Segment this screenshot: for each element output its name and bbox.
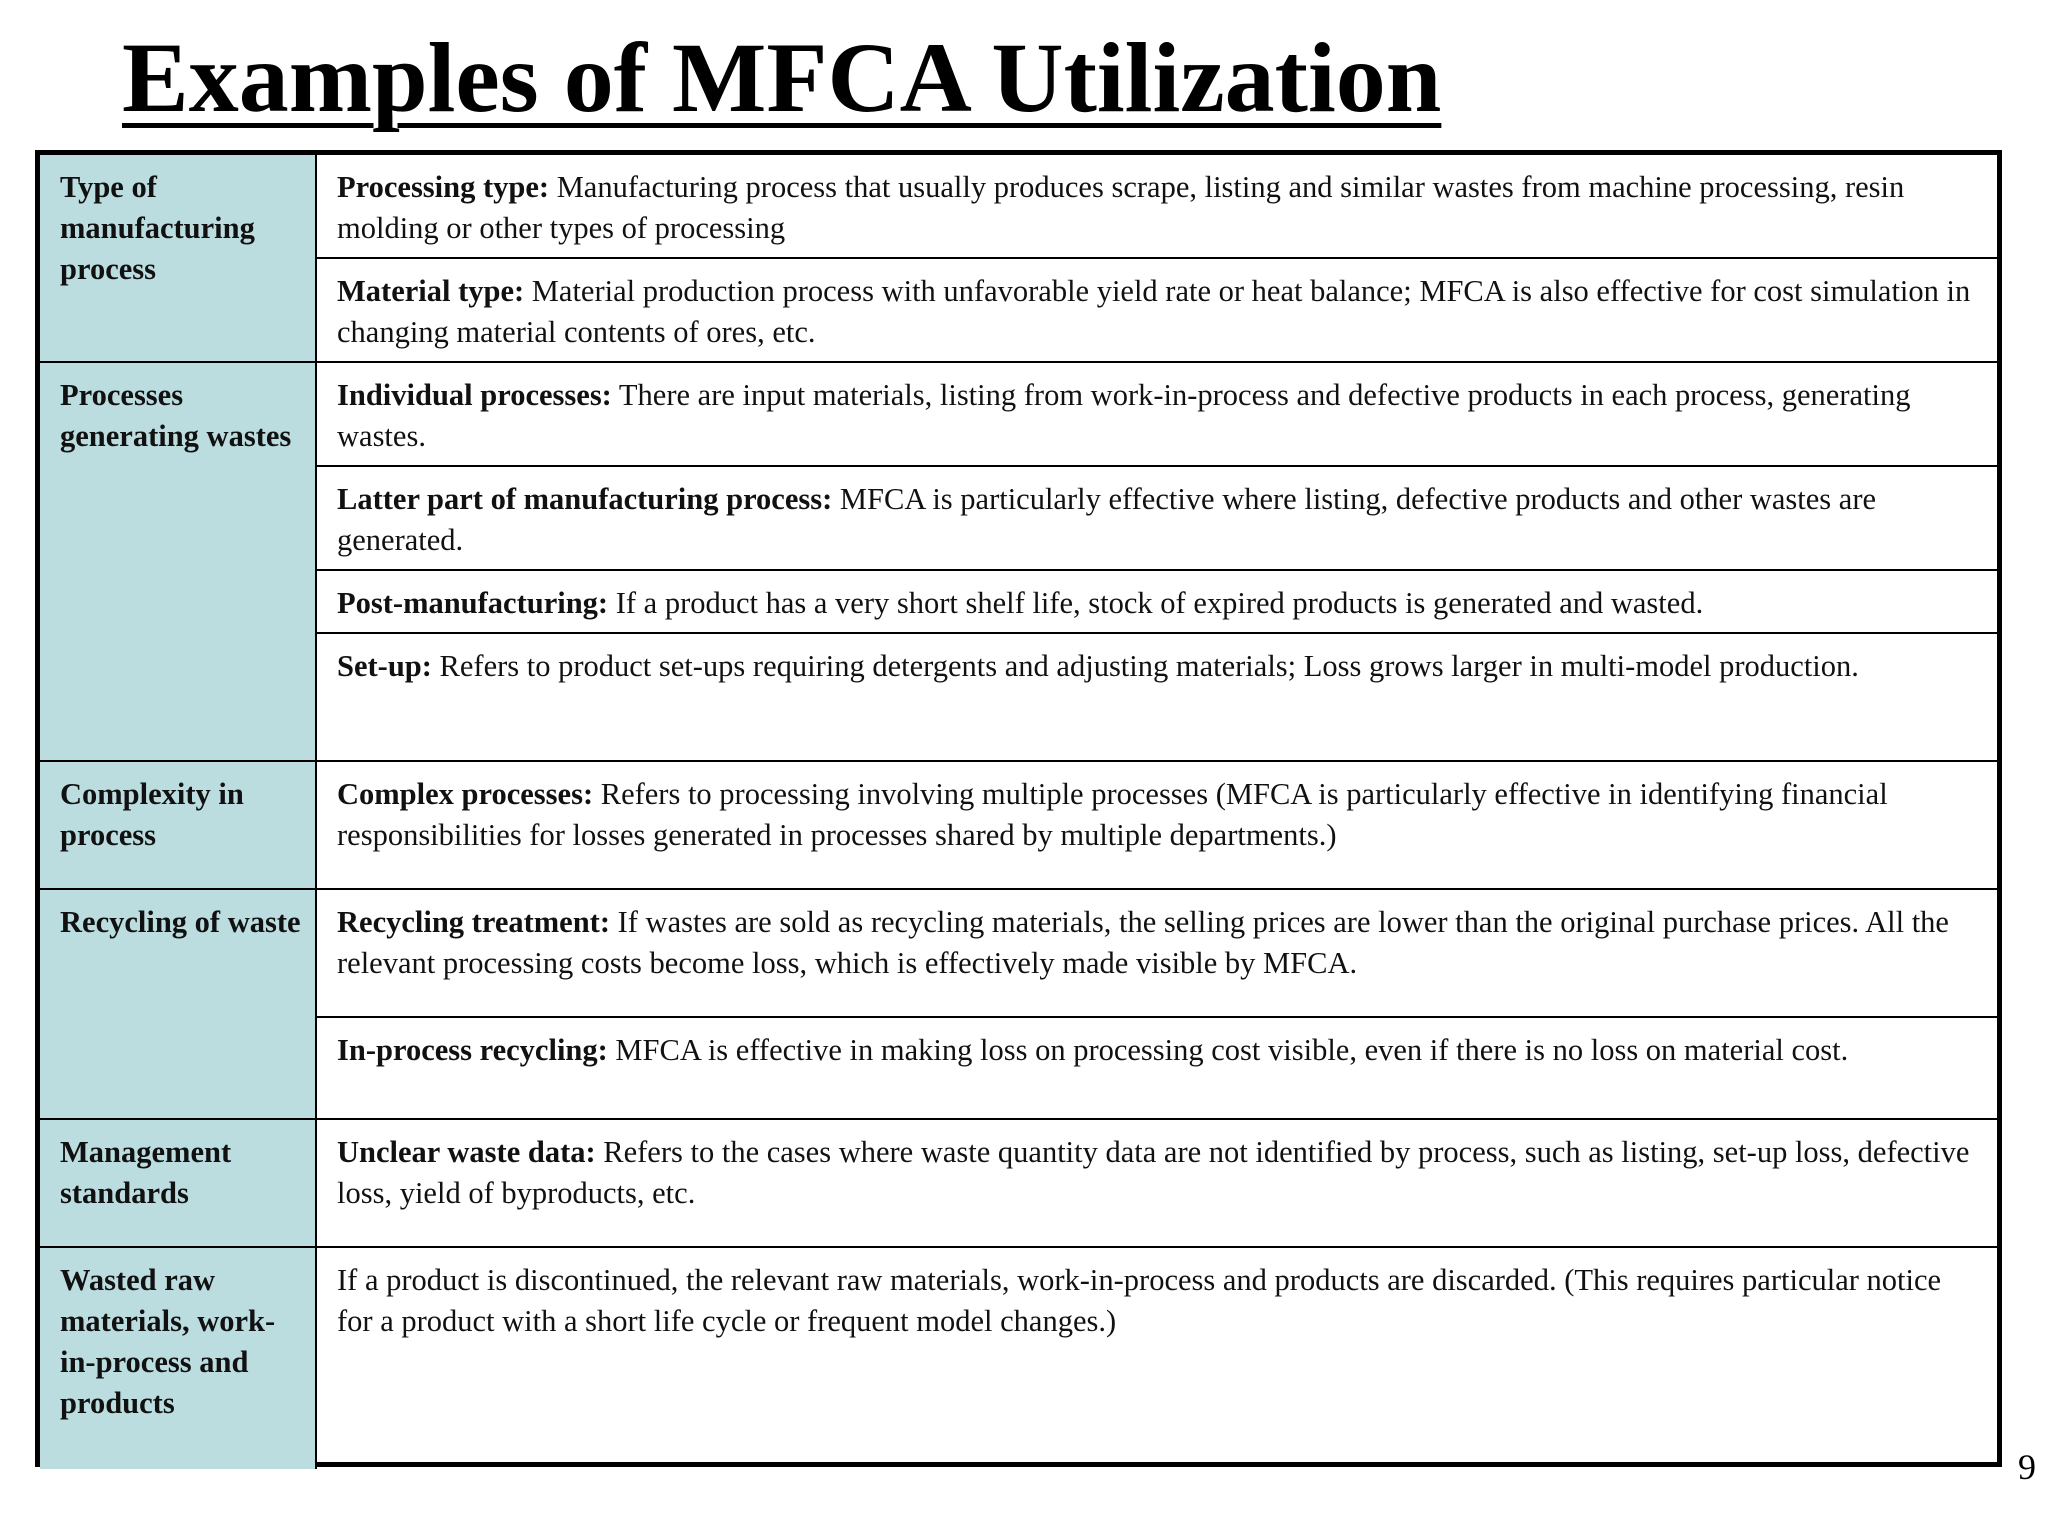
description-cell — [316, 258, 1997, 362]
page-number: 9 — [2018, 1447, 2036, 1487]
description-text: Refers to processing involving multiple processes (MFCA is particularly effective in identifying financial responsibilities for losses generated in processes shared by multiple departments.) — [337, 777, 1888, 852]
table-row — [40, 570, 1997, 633]
description-text: If a product is discontinued, the relevant raw materials, work-in-process and products are discarded. (This requires particular notice for a product with a short life cycle or frequent model changes.) — [337, 1263, 1942, 1338]
description-text: If a product has a very short shelf life, stock of expired products is generated and wasted. — [608, 586, 1704, 620]
description-lead: Material type: — [337, 274, 525, 308]
description-lead: Unclear waste data: — [337, 1135, 596, 1169]
description-cell — [316, 155, 1997, 258]
category-cell: Complexity in process — [40, 761, 316, 889]
table-row — [40, 1247, 1997, 1469]
table-row — [40, 466, 1997, 570]
category-cell: Wasted raw materials, work-in-process and products — [40, 1247, 316, 1469]
category-cell: Recycling of waste — [40, 889, 316, 1119]
description-cell — [316, 761, 1997, 889]
category-cell: Management standards — [40, 1119, 316, 1247]
description-text: Material production process with unfavorable yield rate or heat balance; MFCA is also effective for cost simulation in changing material contents of ores, etc. — [337, 274, 1971, 349]
description-lead: Recycling treatment: — [337, 905, 610, 939]
description-cell — [316, 362, 1997, 466]
table-row — [40, 633, 1997, 761]
description-cell — [316, 466, 1997, 570]
description-lead: Post-manufacturing: — [337, 586, 609, 620]
table-row — [40, 258, 1997, 362]
category-cell: Processes generating wastes — [40, 362, 316, 761]
category-cell: Type of manufacturing process — [40, 155, 316, 362]
description-cell — [316, 1119, 1997, 1247]
table-row — [40, 1017, 1997, 1119]
description-text: If wastes are sold as recycling materials, the selling prices are lower than the original purchase prices. All the relevant processing costs become loss, which is effectively made visible by MFCA. — [337, 905, 1949, 980]
table-row — [40, 155, 1997, 258]
mfca-utilization-table — [40, 155, 1997, 1469]
table-row — [40, 1119, 1997, 1247]
description-lead: Latter part of manufacturing process: — [337, 482, 833, 516]
description-lead: In-process recycling: — [337, 1033, 608, 1067]
description-text: Manufacturing process that usually produces scrape, listing and similar wastes from machine processing, resin molding or other types of processing — [337, 170, 1905, 245]
description-text: Refers to the cases where waste quantity data are not identified by process, such as listing, set-up loss, defective loss, yield of byproducts, etc. — [337, 1135, 1970, 1210]
description-cell — [316, 570, 1997, 633]
description-text: MFCA is particularly effective where listing, defective products and other wastes are generated. — [337, 482, 1877, 557]
page-title: Examples of MFCA Utilization — [122, 22, 1442, 133]
description-text: There are input materials, listing from work-in-process and defective products in each process, generating wastes. — [337, 378, 1911, 453]
description-cell — [316, 1247, 1997, 1469]
description-lead: Individual processes: — [337, 378, 612, 412]
description-cell — [316, 889, 1997, 1017]
description-text: Refers to product set-ups requiring detergents and adjusting materials; Loss grows larger in multi-model production. — [431, 649, 1859, 683]
table-row — [40, 889, 1997, 1017]
table-row — [40, 362, 1997, 466]
description-cell — [316, 1017, 1997, 1119]
description-text: MFCA is effective in making loss on processing cost visible, even if there is no loss on material cost. — [607, 1033, 1849, 1067]
description-lead: Processing type: — [337, 170, 550, 204]
description-lead: Complex processes: — [337, 777, 594, 811]
mfca-table-frame — [35, 150, 2002, 1467]
description-lead: Set-up: — [337, 649, 432, 683]
description-cell — [316, 633, 1997, 761]
table-row — [40, 761, 1997, 889]
